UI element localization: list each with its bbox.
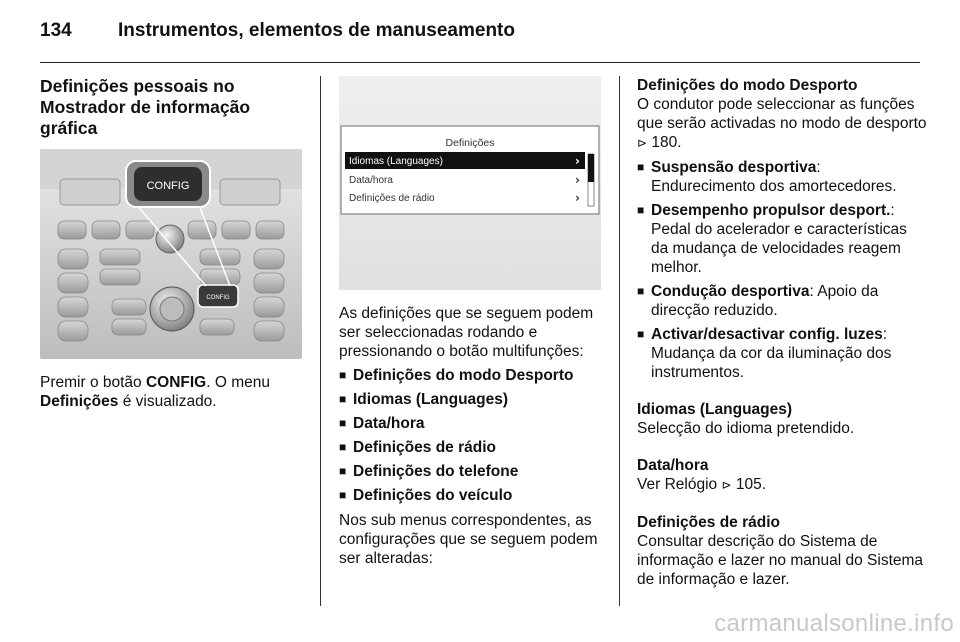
list-item: ■ Condução desportiva: Apoio da direcção reduzido. [637, 282, 927, 320]
chevron-right-icon: › [575, 191, 580, 205]
list-item: ■ Definições do veículo [339, 486, 607, 505]
column-1 [40, 76, 305, 411]
list-item: ■ Definições de rádio [339, 438, 607, 457]
screen-item-1: Idiomas (Languages) [349, 156, 443, 167]
panel-config-small-label: CONFIG [206, 295, 230, 301]
column-divider-1 [320, 76, 321, 606]
screen-item-3: Definições de rádio [349, 193, 435, 204]
screen-title: Definições [445, 137, 495, 149]
control-panel-photo [40, 149, 302, 359]
list-item: ■ Activar/desactivar config. luzes: Mudança da cor da iluminação dos instrumentos. [637, 325, 927, 382]
control-panel-illustration [40, 149, 302, 359]
settings-list [339, 366, 607, 505]
date-time-heading: Data/hora [637, 457, 709, 474]
page-reference-icon: ⊳ [637, 136, 648, 150]
settings-screen-illustration [339, 76, 601, 290]
chevron-right-icon: › [575, 154, 580, 168]
date-time-text: Ver Relógio ⊳ 105. [637, 476, 766, 493]
chevron-right-icon: › [575, 173, 580, 187]
radio-settings-text: Consultar descrição do Sistema de informação e lazer no manual do Sistema de informação e lazer. [637, 533, 924, 588]
list-item: ■ Definições do modo Desporto [339, 366, 607, 385]
column-divider-2 [619, 76, 620, 606]
list-item: ■ Desempenho propulsor desport.: Pedal do acelerador e características da mudança de velocidades reagem melhor. [637, 201, 927, 277]
languages-text: Selecção do idioma pretendido. [637, 420, 855, 437]
panel-config-label: CONFIG [146, 180, 190, 192]
submenus-text: Nos sub menus correspondentes, as configurações que se seguem podem ser alteradas: [339, 512, 598, 567]
screen-item-2: Data/hora [349, 175, 393, 186]
column-3 [637, 76, 927, 589]
section-heading: Definições pessoais no Mostrador de informação gráfica [40, 76, 251, 138]
config-instruction: Premir o botão CONFIG. O menu Definições é visualizado. [40, 374, 270, 410]
radio-settings-heading: Definições de rádio [637, 514, 780, 531]
page-header [40, 16, 920, 60]
page-title: Instrumentos, elementos de manuseamento [118, 20, 515, 41]
header-divider [40, 62, 920, 63]
list-item: ■ Idiomas (Languages) [339, 390, 607, 409]
languages-heading: Idiomas (Languages) [637, 401, 793, 418]
page-reference-icon: ⊳ [721, 478, 732, 492]
settings-intro: As definições que se seguem podem ser seleccionadas rodando e pressionando o botão multifunções: [339, 305, 594, 360]
sport-mode-list [637, 158, 927, 382]
column-2 [339, 76, 607, 568]
screen-scrollbar-thumb [588, 154, 594, 182]
list-item: ■ Definições do telefone [339, 462, 607, 481]
settings-screen-photo [339, 76, 601, 290]
list-item: ■ Suspensão desportiva: Endurecimento dos amortecedores. [637, 158, 927, 196]
sport-mode-heading: Definições do modo Desporto [637, 77, 858, 94]
watermark: carmanualsonline.info [714, 610, 954, 637]
sport-mode-intro: O condutor pode seleccionar as funções que serão activadas no modo de desporto ⊳ 180. [637, 96, 927, 151]
list-item: ■ Data/hora [339, 414, 607, 433]
page-number: 134 [40, 20, 72, 41]
